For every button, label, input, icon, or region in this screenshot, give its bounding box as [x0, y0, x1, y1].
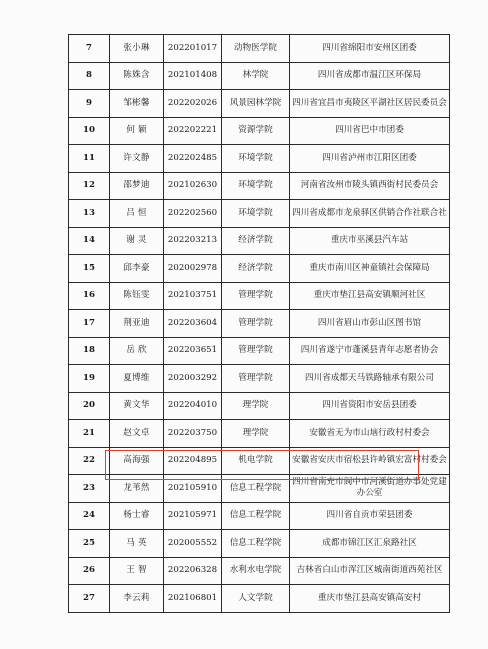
table-row	[69, 502, 450, 530]
student-id: 202202221	[164, 117, 222, 145]
table-row	[69, 117, 450, 145]
placement-unit: 四川省绵阳市安州区团委	[290, 35, 450, 63]
student-id: 202003292	[164, 365, 222, 393]
student-name: 黄文华	[110, 392, 164, 420]
placement-unit: 重庆市南川区神童镇社会保障局	[290, 255, 450, 283]
row-number: 18	[69, 337, 110, 365]
row-number: 23	[69, 475, 110, 503]
table-row	[69, 530, 450, 558]
row-number: 21	[69, 420, 110, 448]
student-name: 岳 欣	[110, 337, 164, 365]
row-number: 26	[69, 557, 110, 585]
row-number: 22	[69, 447, 110, 475]
row-number: 15	[69, 255, 110, 283]
college-name: 水利水电学院	[222, 557, 290, 585]
college-name: 动物医学院	[222, 35, 290, 63]
student-id: 202103751	[164, 282, 222, 310]
student-name: 马 英	[110, 530, 164, 558]
placement-unit: 四川省遂宁市蓬溪县青年志愿者协会	[290, 337, 450, 365]
student-id: 202203213	[164, 227, 222, 255]
college-name: 人文学院	[222, 585, 290, 613]
student-id: 202101408	[164, 62, 222, 90]
student-id: 202005552	[164, 530, 222, 558]
placement-unit: 安徽省安庆市宿松县许岭镇宏富村村委会	[290, 447, 450, 475]
row-number: 13	[69, 200, 110, 228]
college-name: 经济学院	[222, 255, 290, 283]
table-row	[69, 145, 450, 173]
student-id: 202203651	[164, 337, 222, 365]
college-name: 管理学院	[222, 282, 290, 310]
placement-unit: 吉林省白山市浑江区城南街道西苑社区	[290, 557, 450, 585]
student-id: 202206328	[164, 557, 222, 585]
table-row	[69, 475, 450, 503]
table-row	[69, 447, 450, 475]
student-name: 龙苇然	[110, 475, 164, 503]
student-id: 202102630	[164, 172, 222, 200]
student-name: 高海强	[110, 447, 164, 475]
row-number: 10	[69, 117, 110, 145]
row-number: 17	[69, 310, 110, 338]
row-number: 7	[69, 35, 110, 63]
college-name: 环境学院	[222, 172, 290, 200]
table-row	[69, 172, 450, 200]
placement-unit: 四川省成都天马铁路轴承有限公司	[290, 365, 450, 393]
placement-unit: 成都市锦江区汇泉路社区	[290, 530, 450, 558]
college-name: 信息工程学院	[222, 502, 290, 530]
table-row	[69, 365, 450, 393]
student-id: 202204895	[164, 447, 222, 475]
college-name: 理学院	[222, 420, 290, 448]
student-name: 邹彬馨	[110, 90, 164, 118]
row-number: 12	[69, 172, 110, 200]
college-name: 管理学院	[222, 337, 290, 365]
student-name: 赵文卓	[110, 420, 164, 448]
table-row	[69, 35, 450, 63]
college-name: 资源学院	[222, 117, 290, 145]
student-name: 陈姝含	[110, 62, 164, 90]
table-row	[69, 585, 450, 613]
student-id: 202204010	[164, 392, 222, 420]
placement-unit: 四川省成都市温江区环保局	[290, 62, 450, 90]
placement-unit: 四川省巴中市团委	[290, 117, 450, 145]
placement-unit: 重庆市巫溪县汽车站	[290, 227, 450, 255]
placement-unit: 河南省汝州市陵头镇西街村民委员会	[290, 172, 450, 200]
placement-unit: 四川省成都市龙泉驿区供销合作社联合社	[290, 200, 450, 228]
row-number: 11	[69, 145, 110, 173]
placement-unit: 四川省宜昌市夷陵区平湖社区居民委员会	[290, 90, 450, 118]
placement-unit: 四川省南充市阆中市河溪街道办事处党建办公室	[290, 475, 450, 503]
student-name: 陈钰雯	[110, 282, 164, 310]
college-name: 理学院	[222, 392, 290, 420]
student-name: 许文静	[110, 145, 164, 173]
placement-unit: 重庆市垫江县高安镇高安村	[290, 585, 450, 613]
college-name: 管理学院	[222, 365, 290, 393]
student-id: 202203750	[164, 420, 222, 448]
table-row	[69, 337, 450, 365]
student-name: 吕 恒	[110, 200, 164, 228]
student-id: 202106801	[164, 585, 222, 613]
student-id: 202203604	[164, 310, 222, 338]
student-name: 杨士睿	[110, 502, 164, 530]
college-name: 环境学院	[222, 200, 290, 228]
table-row	[69, 392, 450, 420]
student-id: 202202560	[164, 200, 222, 228]
row-number: 25	[69, 530, 110, 558]
placement-unit: 四川省泸州市江阳区团委	[290, 145, 450, 173]
roster-body	[69, 35, 450, 613]
table-row	[69, 557, 450, 585]
table-row	[69, 420, 450, 448]
student-name: 李云莉	[110, 585, 164, 613]
student-name: 王 智	[110, 557, 164, 585]
table-row	[69, 310, 450, 338]
student-id: 202105971	[164, 502, 222, 530]
student-name: 邵梦迪	[110, 172, 164, 200]
row-number: 24	[69, 502, 110, 530]
student-name: 夏博维	[110, 365, 164, 393]
row-number: 8	[69, 62, 110, 90]
college-name: 信息工程学院	[222, 475, 290, 503]
college-name: 管理学院	[222, 310, 290, 338]
college-name: 信息工程学院	[222, 530, 290, 558]
college-name: 环境学院	[222, 145, 290, 173]
placement-unit: 安徽省无为市山垴行政村村委会	[290, 420, 450, 448]
row-number: 20	[69, 392, 110, 420]
table-row	[69, 90, 450, 118]
student-name: 何 颖	[110, 117, 164, 145]
college-name: 经济学院	[222, 227, 290, 255]
student-name: 荆亚迪	[110, 310, 164, 338]
placement-unit: 四川省资阳市安岳县团委	[290, 392, 450, 420]
row-number: 14	[69, 227, 110, 255]
row-number: 9	[69, 90, 110, 118]
student-id: 202201017	[164, 35, 222, 63]
table-row	[69, 227, 450, 255]
student-id: 202002978	[164, 255, 222, 283]
college-name: 机电学院	[222, 447, 290, 475]
college-name: 风景园林学院	[222, 90, 290, 118]
college-name: 林学院	[222, 62, 290, 90]
student-name: 邱李豪	[110, 255, 164, 283]
student-name: 张小琳	[110, 35, 164, 63]
placement-unit: 重庆市垫江县高安镇顺河社区	[290, 282, 450, 310]
placement-unit: 四川省眉山市彭山区图书馆	[290, 310, 450, 338]
table-row	[69, 200, 450, 228]
student-name: 谢 灵	[110, 227, 164, 255]
student-id: 202105910	[164, 475, 222, 503]
student-id: 202202026	[164, 90, 222, 118]
row-number: 27	[69, 585, 110, 613]
row-number: 16	[69, 282, 110, 310]
student-id: 202202485	[164, 145, 222, 173]
table-row	[69, 255, 450, 283]
placement-unit: 四川省自贡市荣县团委	[290, 502, 450, 530]
table-row	[69, 62, 450, 90]
roster-table	[68, 34, 450, 613]
row-number: 19	[69, 365, 110, 393]
table-row	[69, 282, 450, 310]
